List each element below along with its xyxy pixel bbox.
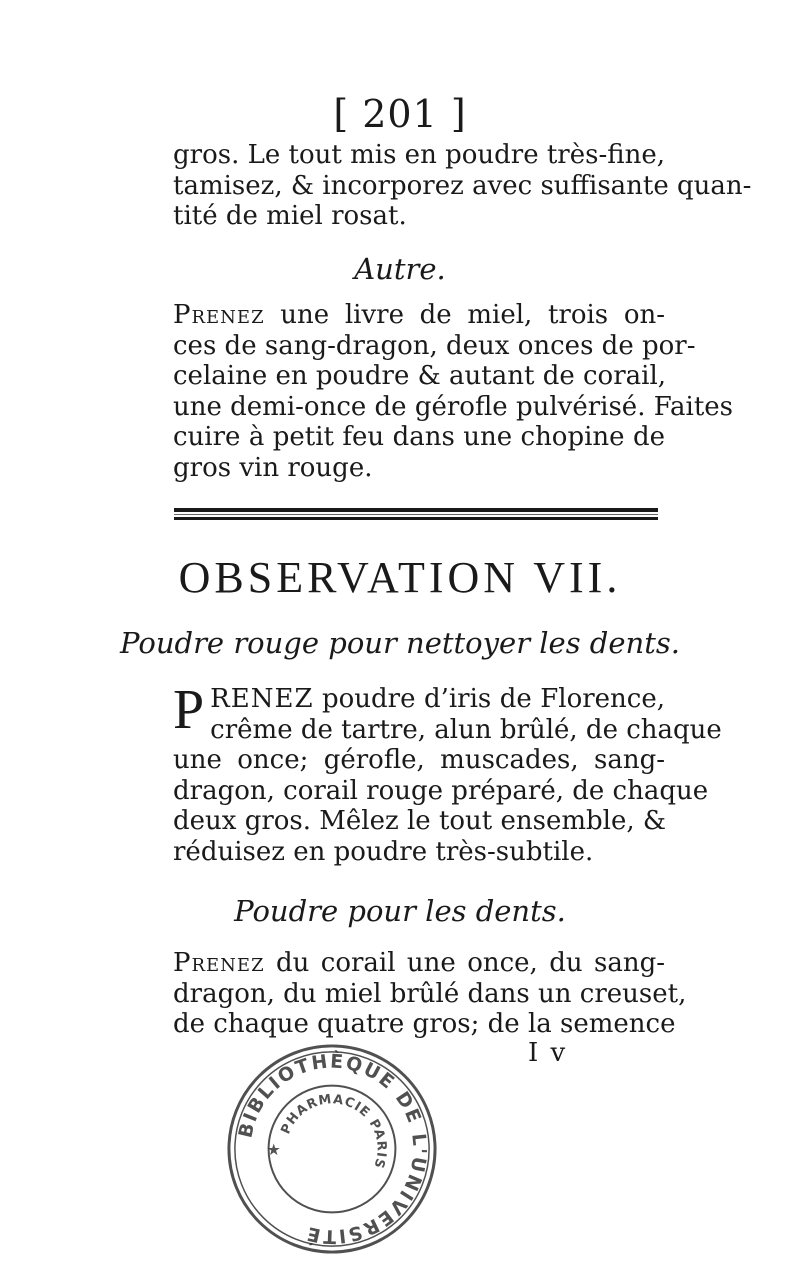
divider-inner-line [174,514,658,515]
text-line: une demi-once de gérofle pulvérisé. Faites [173,391,733,422]
drop-cap-letter: P [173,679,205,741]
lead-word: RENEZ [210,684,314,714]
text-line [173,684,665,715]
lead-word: Prenez [173,300,265,330]
text-line: celaine en poudre & autant de corail, [173,361,667,391]
page-number: [ 201 ] [333,92,467,136]
text-line: crême de tartre, alun brûlé, de chaque [210,714,722,745]
text-line: gros. Le tout mis en poudre très-fine, [173,140,665,170]
paragraph-autre-recipe [173,300,733,483]
stamp-star: ★ [266,1139,281,1159]
signature-mark: I v [528,1038,568,1068]
paragraph-poudre-rouge [173,679,722,867]
section-divider-rule [174,508,658,520]
heading-poudre-dents: Poudre pour les dents. [234,894,566,928]
heading-poudre-rouge: Poudre rouge pour nettoyer les dents. [120,626,680,660]
text-line: gros vin rouge. [173,452,373,483]
text-line: tamisez, & incorporez avec suffisante quan- [173,170,752,201]
text-span: du corail une once, du sang- [275,948,665,978]
text-line: deux gros. Mêlez le tout ensemble, & [173,806,667,836]
text-span: une livre de miel, trois on- [280,300,665,330]
text-line: réduisez en poudre très-subtile. [173,836,594,867]
text-line: tité de miel rosat. [173,201,407,231]
text-line [173,948,665,979]
paragraph-continuation [173,140,752,232]
text-line: une once; gérofle, muscades, sang- [173,745,665,775]
observation-title: OBSERVATION VII. [178,553,622,602]
text-line [173,300,665,331]
text-line: dragon, corail rouge préparé, de chaque [173,775,709,806]
library-stamp-icon [223,1040,441,1258]
text-line: de chaque quatre gros; de la semence [173,1009,676,1039]
svg-text:PHARMACIE PARIS: PHARMACIE PARIS [278,1092,389,1171]
text-line: cuire à petit feu dans une chopine de [173,422,665,452]
stamp-outer-ring [229,1046,435,1252]
text-line: ces de sang-dragon, deux onces de por- [173,330,696,361]
paragraph-poudre-dents [173,948,687,1040]
lead-word: Prenez [173,948,265,978]
text-line: dragon, du miel brûlé dans un creuset, [173,978,687,1009]
text-span: poudre d’iris de Florence, [321,684,665,714]
heading-autre: Autre. [354,252,446,286]
svg-text:BIBLIOTHÈQUE DE L'UNIVERSITÉ: BIBLIOTHÈQUE DE L'UNIVERSITÉ [235,1051,430,1247]
